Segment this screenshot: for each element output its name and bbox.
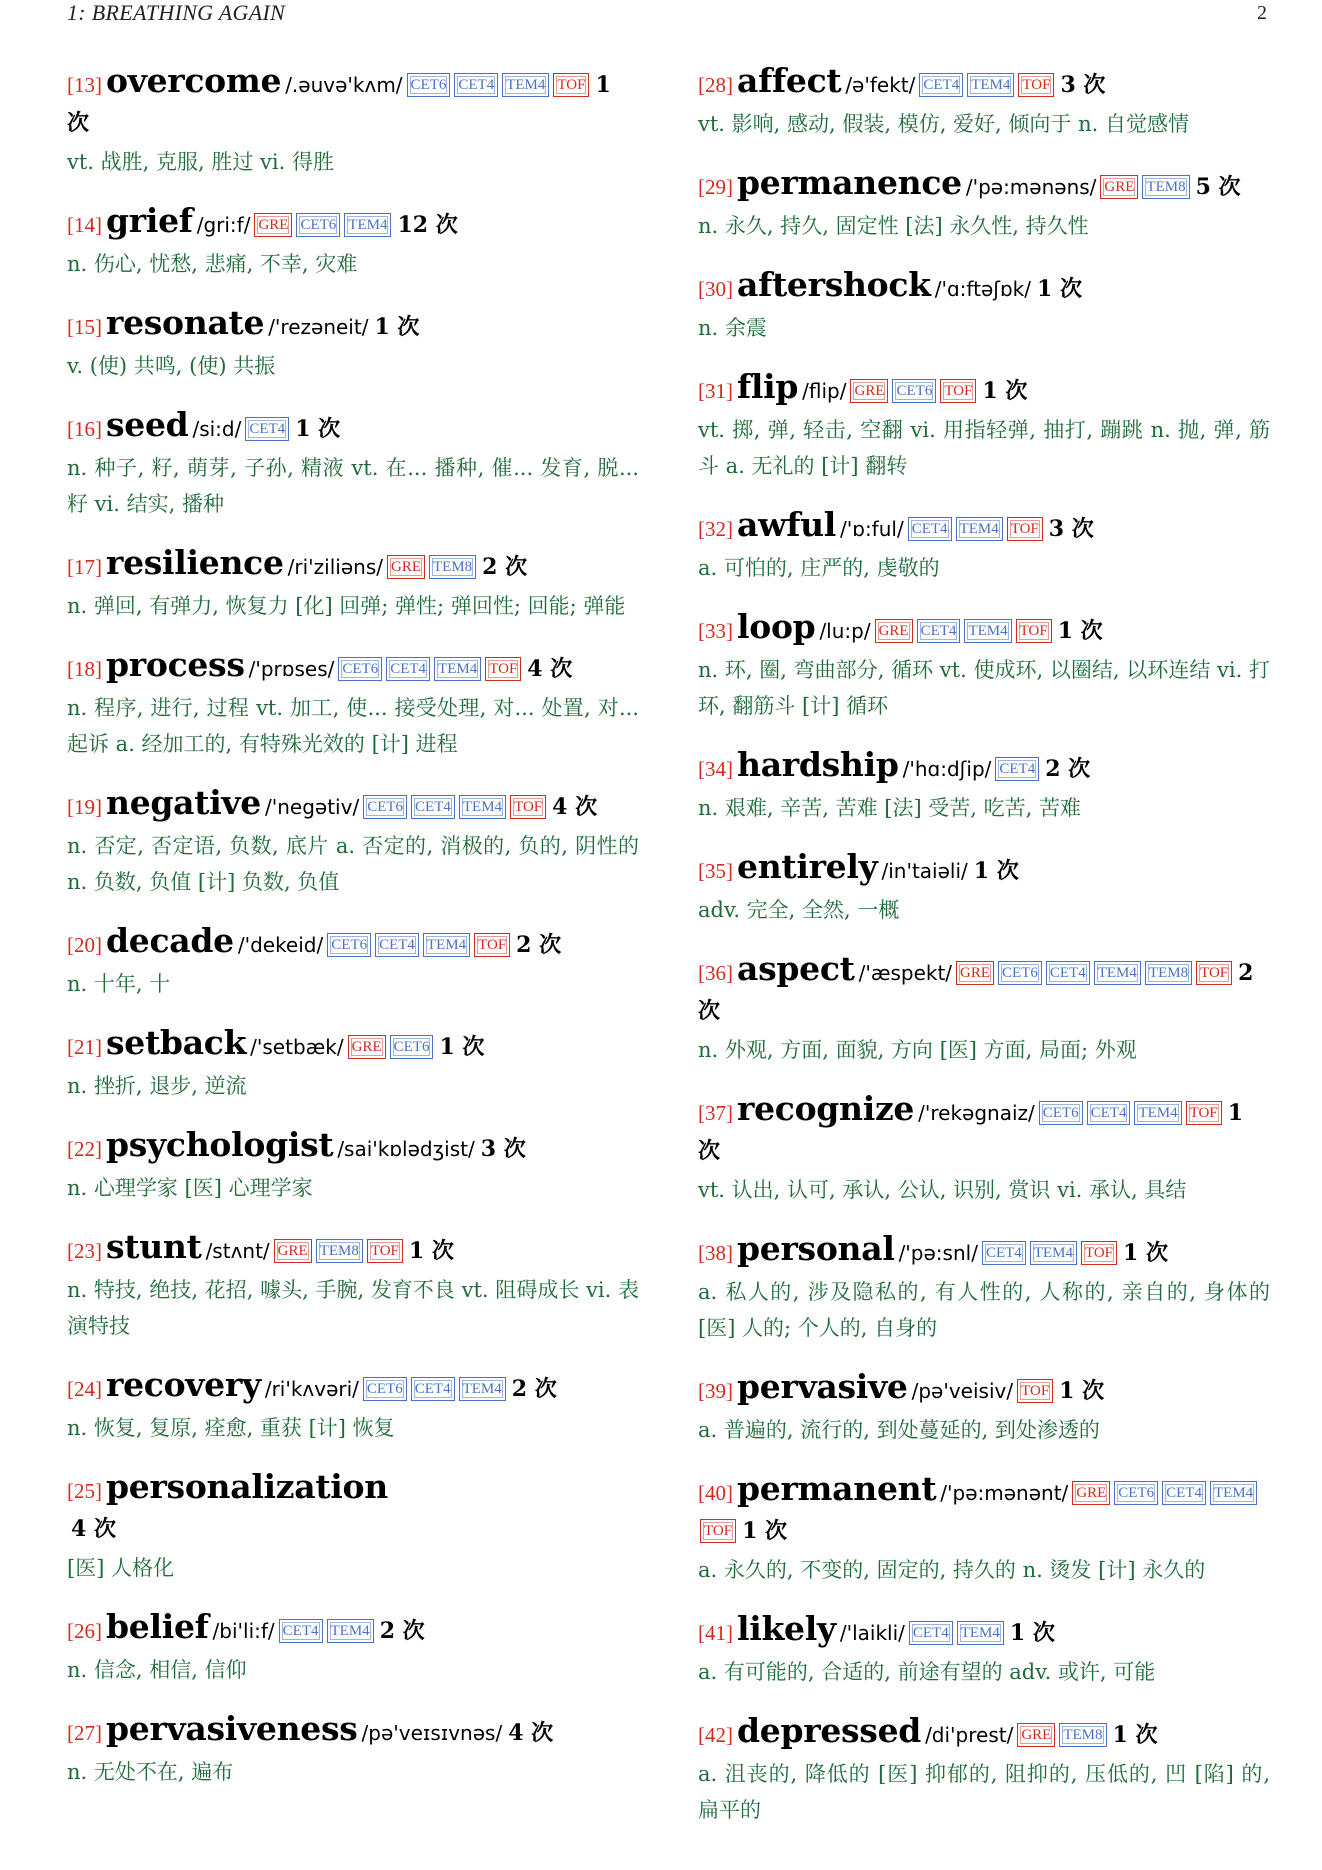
entry-headline [67,1126,639,1168]
entry-headline [67,1366,639,1408]
exam-tag-gre: GRE [1072,1481,1110,1505]
entry-headline [698,1610,1270,1652]
vocab-entry [698,950,1270,1068]
vocab-entry [698,1470,1270,1588]
entry-number: [37] [698,1101,733,1125]
entry-headline [698,1090,1270,1170]
exam-tag-tem4: TEM4 [327,1619,374,1643]
exam-tag-gre: GRE [274,1239,312,1263]
headword: permanent [737,1469,937,1508]
definition: a. 私人的, 涉及隐私的, 有人性的, 人称的, 亲自的, 身体的 [医] 人的; 个人的, 自身的 [698,1280,1270,1340]
definition: vt. 认出, 认可, 承认, 公认, 识别, 赏识 vi. 承认, 具结 [698,1178,1187,1202]
entry-headline [67,646,639,688]
headword: hardship [737,745,899,784]
entry-number: [40] [698,1481,733,1505]
vocab-entry [67,1126,639,1206]
headword: aspect [737,949,855,988]
occurrence-count: 1 次 [374,314,420,340]
pronunciation: /bi'li:f/ [212,1619,275,1643]
entry-number: [42] [698,1723,733,1747]
entry-number: [27] [67,1721,102,1745]
pronunciation: /'negətiv/ [265,795,360,819]
entry-number: [24] [67,1377,102,1401]
entry-number: [35] [698,859,733,883]
pronunciation: /ri'kʌvəri/ [264,1377,359,1401]
entry-number: [33] [698,619,733,643]
entry-headline [698,1712,1270,1754]
pronunciation: /'rekəgnaiz/ [918,1101,1035,1125]
exam-tag-cet4: CET4 [1087,1101,1131,1125]
vocab-entry [698,62,1270,142]
exam-tag-cet4: CET4 [454,73,498,97]
headword: aftershock [737,265,931,304]
pronunciation: /pə'veisiv/ [911,1379,1014,1403]
exam-tag-tof: TOF [1081,1241,1117,1265]
vocab-entry [67,544,639,624]
definition: n. 外观, 方面, 面貌, 方向 [医] 方面, 局面; 外观 [698,1038,1137,1062]
exam-tag-cet4: CET4 [909,1621,953,1645]
pronunciation: /'ɒ:ful/ [840,517,904,541]
headword: entirely [737,847,878,886]
entry-headline [67,922,639,964]
entry-number: [25] [67,1479,102,1503]
exam-tag-cet4: CET4 [386,657,430,681]
definition: a. 有可能的, 合适的, 前途有望的 adv. 或许, 可能 [698,1660,1156,1684]
left-column [67,62,639,1812]
headword: flip [737,367,799,406]
headword: psychologist [106,1125,334,1164]
exam-tag-cet4: CET4 [411,1377,455,1401]
entry-number: [41] [698,1621,733,1645]
occurrence-count: 1 次 [698,1100,1244,1164]
entry-number: [39] [698,1379,733,1403]
vocab-entry [698,368,1270,484]
entry-headline [698,266,1270,308]
entry-number: [28] [698,73,733,97]
exam-tag-tof: TOF [1017,1379,1053,1403]
definition: vt. 影响, 感动, 假装, 模仿, 爱好, 倾向于 n. 自觉感情 [698,112,1189,136]
occurrence-count: 4 次 [71,1516,116,1542]
vocab-entry [67,62,639,180]
exam-tag-tem4: TEM4 [1030,1241,1077,1265]
exam-tag-cet4: CET4 [375,933,419,957]
exam-tag-tof: TOF [940,379,976,403]
exam-tag-cet6: CET6 [327,933,371,957]
occurrence-count: 1 次 [67,72,611,136]
entry-headline [698,848,1270,890]
vocab-entry [67,304,639,384]
occurrence-count: 2 次 [379,1618,425,1644]
exam-tag-cet4: CET4 [1162,1481,1206,1505]
vocab-entry [67,202,639,282]
entry-number: [20] [67,933,102,957]
entry-headline [698,1230,1270,1272]
entry-headline [698,746,1270,788]
headword: overcome [106,61,282,100]
vocab-entry [698,848,1270,928]
exam-tag-tem4: TEM4 [1094,961,1141,985]
entry-headline [698,950,1270,1030]
entry-number: [14] [67,213,102,237]
headword: resonate [106,303,265,342]
definition: n. 心理学家 [医] 心理学家 [67,1176,313,1200]
entry-headline [67,62,639,142]
definition: n. 十年, 十 [67,972,171,996]
definition: n. 否定, 否定语, 负数, 底片 a. 否定的, 消极的, 负的, 阴性的 n. 负数, 负值 [计] 负数, 负值 [67,834,639,894]
headword: setback [106,1023,247,1062]
headword: resilience [106,543,284,582]
pronunciation: /'ɑ:ftəʃɒk/ [934,277,1031,301]
occurrence-count: 3 次 [1048,516,1094,542]
exam-tag-cet6: CET6 [1039,1101,1083,1125]
exam-tag-cet4: CET4 [279,1619,323,1643]
definition: adv. 完全, 全然, 一概 [698,898,900,922]
pronunciation: /'setbæk/ [250,1035,344,1059]
entry-number: [34] [698,757,733,781]
definition: a. 普遍的, 流行的, 到处蔓延的, 到处渗透的 [698,1418,1100,1442]
definition: n. 恢复, 复原, 痊愈, 重获 [计] 恢复 [67,1416,395,1440]
exam-tag-tem8: TEM8 [1059,1723,1106,1747]
occurrence-count: 1 次 [408,1238,454,1264]
occurrence-count: 2 次 [482,554,528,580]
definition: n. 伤心, 忧愁, 悲痛, 不幸, 灾难 [67,252,358,276]
headword: personal [737,1229,895,1268]
entry-number: [21] [67,1035,102,1059]
entry-number: [17] [67,555,102,579]
entry-number: [18] [67,657,102,681]
pronunciation: /lu:p/ [819,619,871,643]
definition: a. 沮丧的, 降低的 [医] 抑郁的, 阻抑的, 压低的, 凹 [陷] 的, 扁平的 [698,1762,1270,1822]
definition: n. 特技, 绝技, 花招, 噱头, 手腕, 发育不良 vt. 阻碍成长 vi. 表演特技 [67,1278,639,1338]
right-column [698,62,1270,1850]
pronunciation: /.əuvə'kʌm/ [285,73,403,97]
occurrence-count: 1 次 [1123,1240,1168,1266]
pronunciation: /'æspekt/ [858,961,953,985]
definition: n. 艰难, 辛苦, 苦难 [法] 受苦, 吃苦, 苦难 [698,796,1082,820]
entry-headline [698,1368,1270,1410]
occurrence-count: 1 次 [982,378,1028,404]
occurrence-count: 3 次 [1060,72,1106,98]
pronunciation: /in'taiəli/ [881,859,968,883]
entry-number: [31] [698,379,733,403]
headword: negative [106,783,261,822]
exam-tag-tof: TOF [1186,1101,1222,1125]
definition: a. 永久的, 不变的, 固定的, 持久的 n. 烫发 [计] 永久的 [698,1558,1206,1582]
pronunciation: /si:d/ [192,417,242,441]
exam-tag-tem4: TEM4 [459,795,506,819]
occurrence-count: 1 次 [1112,1722,1158,1748]
exam-tag-tem4: TEM4 [967,73,1014,97]
exam-tag-gre: GRE [254,213,292,237]
entry-headline [698,368,1270,410]
exam-tag-tem4: TEM4 [1134,1101,1181,1125]
headword: affect [737,61,842,100]
exam-tag-gre: GRE [1017,1723,1055,1747]
entry-headline [67,1228,639,1270]
entry-number: [26] [67,1619,102,1643]
exam-tag-gre: GRE [956,961,994,985]
definition: n. 余震 [698,316,767,340]
occurrence-count: 5 次 [1195,174,1241,200]
entry-number: [22] [67,1137,102,1161]
exam-tag-tof: TOF [367,1239,403,1263]
vocab-entry [67,1228,639,1344]
definition: [医] 人格化 [67,1556,175,1580]
headword: process [106,645,245,684]
entry-headline [698,164,1270,206]
exam-tag-tof: TOF [1018,73,1054,97]
headword: pervasiveness [106,1709,358,1748]
pronunciation: /stʌnt/ [205,1239,270,1263]
exam-tag-tof: TOF [1016,619,1052,643]
pronunciation: /flip/ [802,379,847,403]
entry-number: [19] [67,795,102,819]
exam-tag-gre: GRE [850,379,888,403]
exam-tag-tem4: TEM4 [423,933,470,957]
pronunciation: /'prɒses/ [248,657,335,681]
exam-tag-tof: TOF [474,933,510,957]
vocab-entry [67,784,639,900]
headword: loop [737,607,816,646]
exam-tag-cet6: CET6 [363,1377,407,1401]
exam-tag-cet6: CET6 [407,73,451,97]
entry-headline [698,608,1270,650]
page-header [0,0,1322,36]
headword: grief [106,201,193,240]
definition: n. 无处不在, 遍布 [67,1760,234,1784]
definition: n. 程序, 进行, 过程 vt. 加工, 使... 接受处理, 对... 处置, 对... 起诉 a. 经加工的, 有特殊光效的 [计] 进程 [67,696,639,756]
headword: pervasive [737,1367,908,1406]
pronunciation: /'rezəneit/ [268,315,369,339]
pronunciation: /'pə:mənəns/ [965,175,1097,199]
vocab-entry [67,922,639,1002]
occurrence-count: 3 次 [480,1136,526,1162]
exam-tag-cet6: CET6 [363,795,407,819]
exam-tag-tem4: TEM4 [502,73,549,97]
vocab-entry [67,1608,639,1688]
vocab-entry [698,608,1270,724]
entry-headline [67,406,639,448]
exam-tag-cet6: CET6 [338,657,382,681]
exam-tag-gre: GRE [875,619,913,643]
exam-tag-cet6: CET6 [998,961,1042,985]
exam-tag-tem4: TEM4 [459,1377,506,1401]
exam-tag-tem8: TEM8 [429,555,476,579]
exam-tag-tem4: TEM4 [344,213,391,237]
pronunciation: /ri'ziliəns/ [287,555,383,579]
pronunciation: /'laikli/ [839,1621,905,1645]
occurrence-count: 4 次 [552,794,598,820]
pronunciation: /'pə:mənənt/ [940,1481,1069,1505]
definition: vt. 战胜, 克服, 胜过 vi. 得胜 [67,150,334,174]
exam-tag-tof: TOF [700,1519,736,1543]
exam-tag-tem4: TEM4 [434,657,481,681]
vocab-entry [698,164,1270,244]
entry-number: [15] [67,315,102,339]
exam-tag-gre: GRE [348,1035,386,1059]
exam-tag-gre: GRE [1100,175,1138,199]
definition: n. 永久, 持久, 固定性 [法] 永久性, 持久性 [698,214,1089,238]
vocab-entry [698,1230,1270,1346]
headword: seed [106,405,189,444]
entry-headline [67,1468,639,1548]
entry-headline [67,1608,639,1650]
vocab-entry [698,1712,1270,1828]
occurrence-count: 1 次 [439,1034,485,1060]
pronunciation: /'hɑ:dʃip/ [902,757,992,781]
headword: likely [737,1609,836,1648]
exam-tag-gre: GRE [387,555,425,579]
occurrence-count: 1 次 [1059,1378,1105,1404]
entry-headline [698,506,1270,548]
exam-tag-cet6: CET6 [892,379,936,403]
entry-number: [23] [67,1239,102,1263]
occurrence-count: 1 次 [742,1518,788,1544]
entry-headline [67,1024,639,1066]
entry-number: [38] [698,1241,733,1265]
headword: awful [737,505,837,544]
pronunciation: /'dekeid/ [237,933,324,957]
definition: n. 弹回, 有弹力, 恢复力 [化] 回弹; 弹性; 弹回性; 回能; 弹能 [67,594,626,618]
exam-tag-tem4: TEM4 [956,517,1003,541]
exam-tag-tof: TOF [1196,961,1232,985]
vocab-entry [67,406,639,522]
exam-tag-tem4: TEM4 [1210,1481,1257,1505]
pronunciation: /pə'veɪsɪvnəs/ [361,1721,503,1745]
definition: n. 环, 圈, 弯曲部分, 循环 vt. 使成环, 以圈结, 以环连结 vi. 打环, 翻筋斗 [计] 循环 [698,658,1270,718]
chapter-title: 1: BREATHING AGAIN [67,0,286,25]
headword: permanence [737,163,962,202]
pronunciation: /sai'kɒlədʒist/ [337,1137,475,1161]
exam-tag-tem4: TEM4 [957,1621,1004,1645]
definition: v. (使) 共鸣, (使) 共振 [67,354,276,378]
vocab-entry [698,1090,1270,1208]
exam-tag-tof: TOF [510,795,546,819]
occurrence-count: 2 次 [511,1376,557,1402]
vocab-entry [698,1368,1270,1448]
entry-number: [29] [698,175,733,199]
entry-number: [16] [67,417,102,441]
entry-headline [67,784,639,826]
entry-number: [36] [698,961,733,985]
entry-number: [32] [698,517,733,541]
entry-headline [698,62,1270,104]
occurrence-count: 4 次 [527,656,573,682]
exam-tag-cet6: CET6 [1114,1481,1158,1505]
exam-tag-cet4: CET4 [982,1241,1026,1265]
definition: n. 信念, 相信, 信仰 [67,1658,247,1682]
pronunciation: /gri:f/ [196,213,251,237]
vocab-entry [698,746,1270,826]
vocab-entry [698,1610,1270,1690]
entry-headline [67,544,639,586]
headword: recovery [106,1365,261,1404]
definition: n. 种子, 籽, 萌芽, 子孙, 精液 vt. 在... 播种, 催... 发育, 脱... 籽 vi. 结实, 播种 [67,456,639,516]
definition: n. 挫折, 退步, 逆流 [67,1074,247,1098]
exam-tag-tem8: TEM8 [1142,175,1189,199]
exam-tag-cet4: CET4 [245,417,289,441]
entry-headline [67,202,639,244]
definition: vt. 掷, 弹, 轻击, 空翻 vi. 用指轻弹, 抽打, 蹦跳 n. 抛, 弹, 筋斗 a. 无礼的 [计] 翻转 [698,418,1270,478]
vocab-entry [698,266,1270,346]
headword: depressed [737,1711,922,1750]
exam-tag-tem8: TEM8 [1145,961,1192,985]
exam-tag-tem4: TEM4 [964,619,1011,643]
exam-tag-cet6: CET6 [390,1035,434,1059]
entry-headline [67,304,639,346]
occurrence-count: 1 次 [973,858,1019,884]
exam-tag-tem8: TEM8 [316,1239,363,1263]
vocab-entry [67,1468,639,1586]
definition: a. 可怕的, 庄严的, 虔敬的 [698,556,940,580]
exam-tag-cet4: CET4 [917,619,961,643]
entry-headline [698,1470,1270,1550]
entry-number: [13] [67,73,102,97]
exam-tag-cet4: CET4 [411,795,455,819]
occurrence-count: 4 次 [508,1720,554,1746]
headword: belief [106,1607,209,1646]
exam-tag-tof: TOF [1007,517,1043,541]
exam-tag-cet6: CET6 [296,213,340,237]
occurrence-count: 1 次 [1009,1620,1055,1646]
headword: recognize [737,1089,915,1128]
headword: stunt [106,1227,202,1266]
exam-tag-cet4: CET4 [908,517,952,541]
entry-headline [67,1710,639,1752]
pronunciation: /'pə:snl/ [898,1241,978,1265]
vocab-entry [67,1024,639,1104]
page-number: 2 [1257,2,1267,24]
headword: personalization [106,1467,388,1506]
pronunciation: /ə'fekt/ [845,73,916,97]
occurrence-count: 2 次 [516,932,562,958]
occurrence-count: 1 次 [1037,276,1082,302]
vocab-entry [67,1366,639,1446]
exam-tag-cet4: CET4 [995,757,1039,781]
occurrence-count: 2 次 [1045,756,1091,782]
vocab-entry [67,1710,639,1790]
headword: decade [106,921,234,960]
exam-tag-cet4: CET4 [919,73,963,97]
occurrence-count: 1 次 [1057,618,1103,644]
occurrence-count: 2 次 [698,960,1254,1024]
exam-tag-tof: TOF [485,657,521,681]
entry-number: [30] [698,277,733,301]
exam-tag-tof: TOF [553,73,589,97]
exam-tag-cet4: CET4 [1046,961,1090,985]
vocab-entry [698,506,1270,586]
occurrence-count: 1 次 [295,416,341,442]
vocab-entry [67,646,639,762]
occurrence-count: 12 次 [397,212,458,238]
pronunciation: /di'prest/ [925,1723,1014,1747]
